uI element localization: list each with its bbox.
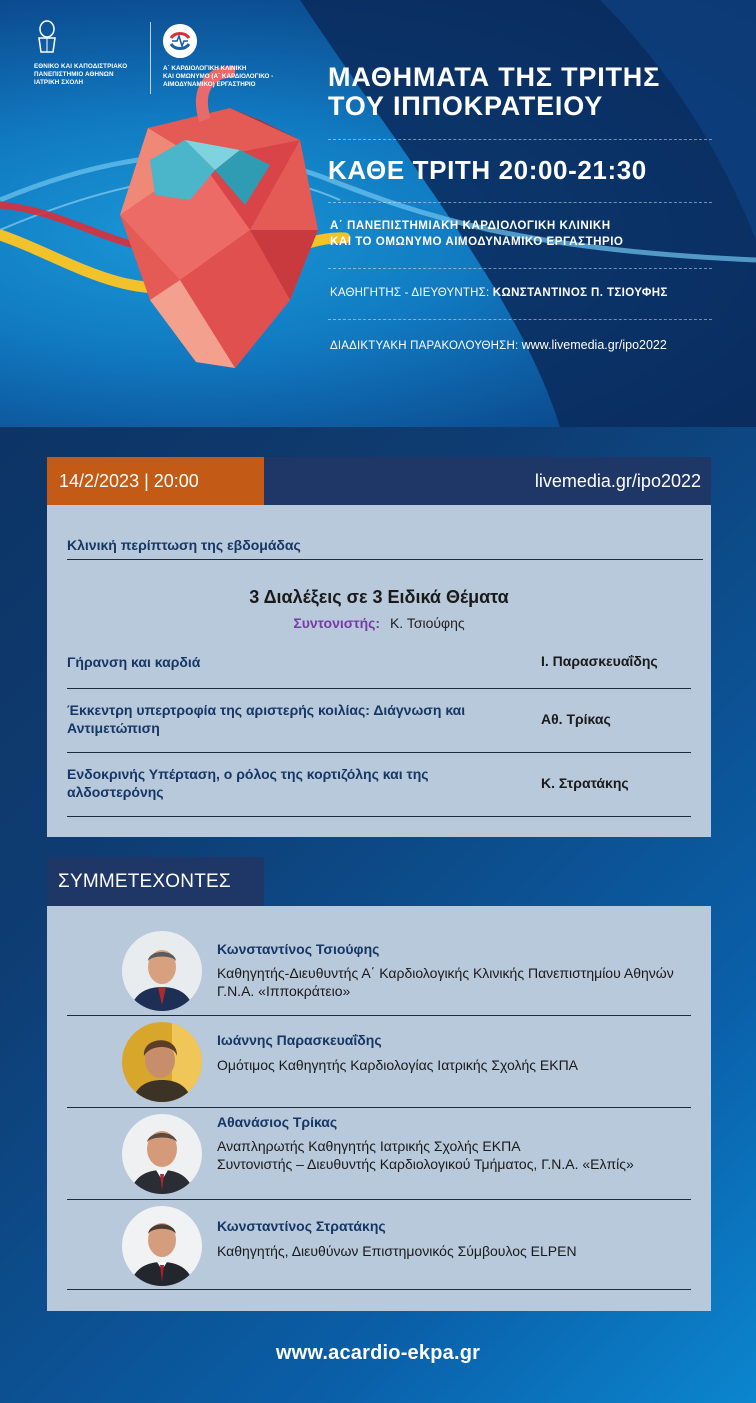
clinic-name-line-1: Α΄ ΚΑΡΔΙΟΛΟΓΙΚΗ ΚΛΙΝΙΚΗ bbox=[163, 65, 247, 72]
lecture-topic: Ενδοκρινής Υπέρταση, ο ρόλος της κορτιζόλης και της αλδοστερόνης bbox=[67, 766, 429, 800]
participant-row bbox=[67, 1200, 691, 1290]
university-logo bbox=[34, 20, 154, 87]
header-divider bbox=[328, 139, 712, 140]
participant-description bbox=[217, 1137, 691, 1173]
university-seal-icon bbox=[34, 20, 60, 54]
participant-name: Αθανάσιος Τρίκας bbox=[217, 1114, 338, 1130]
participant-description: Καθηγητής-Διευθυντής Α΄ Καρδιολογικής Κλινικής Πανεπιστημίου Αθηνών Γ.Ν.Α. «Ιπποκράτειο» bbox=[217, 965, 674, 999]
avatar-photo-icon bbox=[122, 1114, 202, 1194]
online-line bbox=[330, 338, 667, 352]
page-title bbox=[328, 63, 660, 121]
lecture-topic: Έκκεντρη υπερτροφία της αριστερής κοιλίας: Διάγνωση και Αντιμετώπιση bbox=[67, 702, 466, 736]
avatar-photo-icon bbox=[122, 1206, 202, 1286]
clinic-title bbox=[330, 218, 623, 250]
lecture-speaker: Κ. Στρατάκης bbox=[541, 775, 629, 791]
lecture-topic: Γήρανση και καρδιά bbox=[67, 654, 201, 670]
participant-description: Καθηγητής, Διευθύνων Επιστημονικός Σύμβουλος ELPEN bbox=[217, 1243, 577, 1259]
lectures-heading: 3 Διαλέξεις σε 3 Ειδικά Θέματα bbox=[249, 587, 509, 607]
professor-line bbox=[330, 287, 668, 299]
header-divider bbox=[328, 319, 712, 320]
participant-name: Κωνσταντίνος Τσιούφης bbox=[217, 941, 380, 957]
clinic-mark-icon bbox=[163, 24, 197, 58]
heart-illustration bbox=[120, 72, 318, 368]
clinic-name-line-3: ΑΙΜΟΔΥΝΑΜΙΚΟ) ΕΡΓΑΣΤΗΡΙΟ bbox=[163, 81, 256, 88]
clinic-logo bbox=[163, 24, 303, 89]
avatar-photo-icon bbox=[122, 1022, 202, 1102]
participant-row bbox=[67, 1108, 691, 1200]
avatar bbox=[122, 931, 202, 1011]
lecture-row bbox=[67, 753, 691, 817]
event-bar bbox=[47, 457, 711, 505]
lecture-speaker: Αθ. Τρίκας bbox=[541, 711, 611, 727]
online-url-link[interactable]: www.livemedia.gr/ipo2022 bbox=[521, 338, 667, 352]
lecture-row bbox=[67, 689, 691, 753]
university-name-line-1: ΕΘΝΙΚΟ ΚΑΙ ΚΑΠΟΔΙΣΤΡΙΑΚΟ bbox=[34, 63, 128, 70]
case-title: Κλινική περίπτωση της εβδομάδας bbox=[67, 537, 301, 553]
professor-name: ΚΩΝΣΤΑΝΤΙΝΟΣ Π. ΤΣΙΟΥΦΗΣ bbox=[492, 287, 668, 299]
avatar-photo-icon bbox=[122, 931, 202, 1011]
avatar bbox=[122, 1206, 202, 1286]
university-name-line-3: ΙΑΤΡΙΚΗ ΣΧΟΛΗ bbox=[34, 79, 84, 86]
professor-label: ΚΑΘΗΓΗΤΗΣ - ΔΙΕΥΘΥΝΤΗΣ: bbox=[330, 287, 490, 299]
participant-name: Κωνσταντίνος Στρατάκης bbox=[217, 1218, 386, 1234]
avatar bbox=[122, 1022, 202, 1102]
participant-row bbox=[67, 926, 691, 1016]
coordinator-name: Κ. Τσιούφης bbox=[389, 615, 465, 631]
schedule-text: ΚΑΘΕ ΤΡΙΤΗ 20:00-21:30 bbox=[328, 155, 647, 185]
participants-list bbox=[47, 906, 711, 1311]
online-label: ΔΙΑΔΙΚΤΥΑΚΗ ΠΑΡΑΚΟΛΟΥΘΗΣΗ: bbox=[330, 340, 519, 352]
university-name-line-2: ΠΑΝΕΠΙΣΤΗΜΙΟ ΑΘΗΝΩΝ bbox=[34, 71, 114, 78]
footer-website-link[interactable]: www.acardio-ekpa.gr bbox=[275, 1342, 481, 1364]
participant-description-line-2: Συντονιστής – Διευθυντής Καρδιολογικού Τμήματος, Γ.Ν.Α. «Ελπίς» bbox=[217, 1156, 634, 1172]
participant-row bbox=[67, 1016, 691, 1108]
lecture-row bbox=[67, 645, 691, 689]
coordinator-line bbox=[47, 615, 711, 631]
clinic-title-line-1: Α΄ ΠΑΝΕΠΙΣΤΗΜΙΑΚΗ ΚΑΡΔΙΟΛΟΓΙΚΗ ΚΛΙΝΙΚΗ bbox=[330, 219, 611, 232]
participant-description-line-1: Αναπληρωτής Καθηγητής Ιατρικής Σχολής ΕΚΠΑ bbox=[217, 1138, 521, 1154]
clinic-title-line-2: ΚΑΙ ΤΟ ΟΜΩΝΥΜΟ ΑΙΜΟΔΥΝΑΜΙΚΟ ΕΡΓΑΣΤΗΡΙΟ bbox=[330, 235, 624, 248]
clinic-name-line-2: ΚΑΙ ΟΜΩΝΥΜΟ (Α΄ ΚΑΡΔΙΟΛΟΓΙΚΟ - bbox=[163, 73, 274, 80]
header-divider bbox=[328, 202, 712, 203]
event-url-link[interactable]: livemedia.gr/ipo2022 bbox=[534, 471, 701, 491]
lecture-speaker: Ι. Παρασκευαΐδης bbox=[541, 653, 658, 669]
case-divider bbox=[67, 559, 703, 560]
header-divider bbox=[328, 268, 712, 269]
logo-divider bbox=[150, 22, 151, 94]
coordinator-label: Συντονιστής: bbox=[293, 615, 381, 631]
event-date: 14/2/2023 | 20:00 bbox=[47, 457, 264, 505]
participants-title: ΣΥΜΜΕΤΕΧΟΝΤΕΣ bbox=[47, 857, 264, 906]
page-title-line-2: ΤΟΥ ΙΠΠΟΚΡΑΤΕΙΟΥ bbox=[328, 91, 604, 121]
participant-description: Ομότιμος Καθηγητής Καρδιολογίας Ιατρικής Σχολής ΕΚΠΑ bbox=[217, 1057, 579, 1073]
page-title-line-1: ΜΑΘΗΜΑΤΑ ΤΗΣ ΤΡΙΤΗΣ bbox=[328, 62, 661, 92]
event-program bbox=[47, 505, 711, 837]
participant-name: Ιωάννης Παρασκευαΐδης bbox=[217, 1032, 382, 1048]
avatar bbox=[122, 1114, 202, 1194]
header-banner bbox=[0, 0, 756, 427]
